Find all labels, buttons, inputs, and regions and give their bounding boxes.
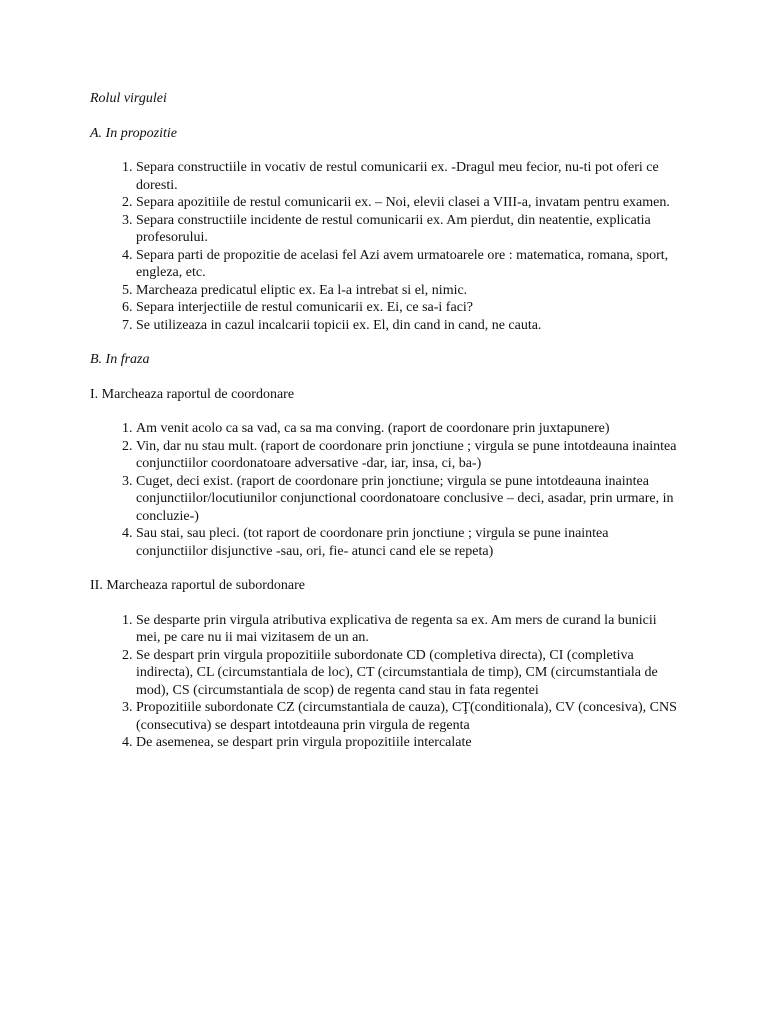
list-item: 3. Cuget, deci exist. (raport de coordonare prin jonctiune; virgula se pune intotdeauna inaintea conjunctiilor/locutiunilor conjunctional coordonatoare conclusive – deci, asadar, prin urmare, in concluzie-) bbox=[136, 473, 680, 526]
list-item: 2. Vin, dar nu stau mult. (raport de coordonare prin jonctiune ; virgula se pune intotdeauna inaintea conjunctiilor coordonatoare adversative -dar, iar, insa, ci, ba-) bbox=[136, 438, 680, 473]
document-body bbox=[90, 90, 680, 769]
list-item: 2. Se despart prin virgula propozitiile subordonate CD (completiva directa), CI (completiva indirecta), CL (circumstantiala de loc), CT (circumstantiala de timp), CM (circumstantiala de mod), CS (circumstantiala de scop) de regenta cand stau in fata regentei bbox=[136, 647, 680, 700]
section-a-list bbox=[90, 159, 680, 334]
list-item: 3. Separa constructiile incidente de restul comunicarii ex. Am pierdut, din neatentie, explicatia profesorului. bbox=[136, 212, 680, 247]
list-item: 4. Separa parti de propozitie de acelasi fel Azi avem urmatoarele ore : matematica, romana, sport, engleza, etc. bbox=[136, 247, 680, 282]
list-item: 4. Sau stai, sau pleci. (tot raport de coordonare prin jonctiune ; virgula se pune inaintea conjunctiilor disjunctive -sau, ori, fie- atunci cand ele se repeta) bbox=[136, 525, 680, 560]
list-item: 3. Propozitiile subordonate CZ (circumstantiala de cauza), CŢ(conditionala), CV (concesiva), CNS (consecutiva) se despart intotdeauna prin virgula de regenta bbox=[136, 699, 680, 734]
document-title: Rolul virgulei bbox=[90, 91, 167, 106]
subordination-list bbox=[90, 612, 680, 752]
coordination-list bbox=[90, 420, 680, 560]
list-item: 1. Se desparte prin virgula atributiva explicativa de regenta sa ex. Am mers de curand la bunicii mei, pe care nu ii mai vizitasem de un an. bbox=[136, 612, 680, 647]
list-item: 6. Separa interjectiile de restul comunicarii ex. Ei, ce sa-i faci? bbox=[136, 299, 680, 317]
subordination-heading: II. Marcheaza raportul de subordonare bbox=[90, 578, 305, 593]
list-item: 4. De asemenea, se despart prin virgula propozitiile intercalate bbox=[136, 734, 680, 752]
list-item: 1. Am venit acolo ca sa vad, ca sa ma conving. (raport de coordonare prin juxtapunere) bbox=[136, 420, 680, 438]
list-item: 2. Separa apozitiile de restul comunicarii ex. – Noi, elevii clasei a VIII-a, invatam pentru examen. bbox=[136, 194, 680, 212]
section-b-heading: B. In fraza bbox=[90, 352, 150, 367]
list-item: 7. Se utilizeaza in cazul incalcarii topicii ex. El, din cand in cand, ne cauta. bbox=[136, 317, 680, 335]
list-item: 1. Separa constructiile in vocativ de restul comunicarii ex. -Dragul meu fecior, nu-ti pot oferi ce doresti. bbox=[136, 159, 680, 194]
coordination-heading: I. Marcheaza raportul de coordonare bbox=[90, 386, 295, 402]
list-item: 5. Marcheaza predicatul eliptic ex. Ea l-a intrebat si el, nimic. bbox=[136, 282, 680, 300]
section-a-heading: A. In propozitie bbox=[90, 125, 177, 141]
